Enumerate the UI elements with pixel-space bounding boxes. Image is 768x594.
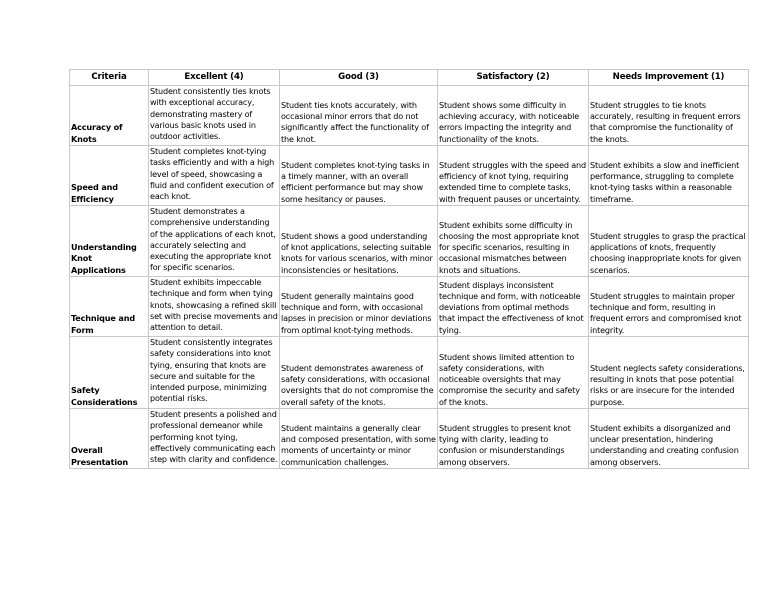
good-cell: Student generally maintains good technique and form, with occasional lapses in precision or minor deviations from optimal knot-tying methods. (280, 277, 438, 337)
table-row (70, 146, 749, 206)
header-criteria: Criteria (70, 70, 149, 86)
table-row (70, 337, 749, 409)
table-row (70, 409, 749, 469)
criterion-cell: Overall Presentation (70, 409, 149, 469)
excellent-cell: Student demonstrates a comprehensive understanding of the applications of each knot, accurately selecting and executing the appropriate knot for specific scenarios. (149, 206, 280, 277)
satisfactory-cell: Student displays inconsistent technique and form, with noticeable deviations from optimal methods that impact the effectiveness of knot tying. (438, 277, 589, 337)
needs-improvement-cell: Student struggles to tie knots accurately, resulting in frequent errors that compromise the functionality of the knots. (589, 86, 749, 146)
excellent-cell: Student consistently integrates safety considerations into knot tying, ensuring that knots are secure and suitable for the intended purpose, minimizing potential risks. (149, 337, 280, 409)
header-satisfactory: Satisfactory (2) (438, 70, 589, 86)
criterion-cell: Speed and Efficiency (70, 146, 149, 206)
good-cell: Student completes knot-tying tasks in a timely manner, with an overall efficient performance but may show some hesitancy or pauses. (280, 146, 438, 206)
needs-improvement-cell: Student exhibits a slow and inefficient performance, struggling to complete knot-tying tasks within a reasonable timeframe. (589, 146, 749, 206)
criterion-cell: Understanding Knot Applications (70, 206, 149, 277)
criterion-cell: Safety Considerations (70, 337, 149, 409)
satisfactory-cell: Student exhibits some difficulty in choosing the most appropriate knot for specific scenarios, resulting in occasional mismatches between knots and situations. (438, 206, 589, 277)
good-cell: Student maintains a generally clear and composed presentation, with some moments of uncertainty or minor communication challenges. (280, 409, 438, 469)
header-excellent: Excellent (4) (149, 70, 280, 86)
needs-improvement-cell: Student struggles to maintain proper technique and form, resulting in frequent errors and compromised knot integrity. (589, 277, 749, 337)
good-cell: Student demonstrates awareness of safety considerations, with occasional oversights that do not compromise the overall safety of the knots. (280, 337, 438, 409)
table-row (70, 86, 749, 146)
good-cell: Student ties knots accurately, with occasional minor errors that do not significantly affect the functionality of the knot. (280, 86, 438, 146)
table-row (70, 206, 749, 277)
excellent-cell: Student consistently ties knots with exceptional accuracy, demonstrating mastery of various basic knots used in outdoor activities. (149, 86, 280, 146)
header-good: Good (3) (280, 70, 438, 86)
needs-improvement-cell: Student struggles to grasp the practical applications of knots, frequently choosing inappropriate knots for given scenarios. (589, 206, 749, 277)
rubric-header (70, 70, 749, 86)
satisfactory-cell: Student struggles with the speed and efficiency of knot tying, requiring extended time to complete tasks, with frequent pauses or uncertainty. (438, 146, 589, 206)
excellent-cell: Student completes knot-tying tasks efficiently and with a high level of speed, showcasing a fluid and confident execution of each knot. (149, 146, 280, 206)
table-row (70, 277, 749, 337)
satisfactory-cell: Student shows limited attention to safety considerations, with noticeable oversights that may compromise the security and safety of the knots. (438, 337, 589, 409)
good-cell: Student shows a good understanding of knot applications, selecting suitable knots for various scenarios, with minor inconsistencies or hesitations. (280, 206, 438, 277)
needs-improvement-cell: Student neglects safety considerations, resulting in knots that pose potential risks or are insecure for the intended purpose. (589, 337, 749, 409)
header-needs-improvement: Needs Improvement (1) (589, 70, 749, 86)
needs-improvement-cell: Student exhibits a disorganized and unclear presentation, hindering understanding and creating confusion among observers. (589, 409, 749, 469)
satisfactory-cell: Student shows some difficulty in achieving accuracy, with noticeable errors impacting the integrity and functionality of the knots. (438, 86, 589, 146)
rubric-body (70, 86, 749, 469)
criterion-cell: Technique and Form (70, 277, 149, 337)
excellent-cell: Student exhibits impeccable technique and form when tying knots, showcasing a refined skill set with precise movements and attention to detail. (149, 277, 280, 337)
satisfactory-cell: Student struggles to present knot tying with clarity, leading to confusion or misunderstandings among observers. (438, 409, 589, 469)
excellent-cell: Student presents a polished and professional demeanor while performing knot tying, effectively communicating each step with clarity and confidence. (149, 409, 280, 469)
header-row (70, 70, 749, 86)
rubric-table (69, 69, 749, 469)
criterion-cell: Accuracy of Knots (70, 86, 149, 146)
